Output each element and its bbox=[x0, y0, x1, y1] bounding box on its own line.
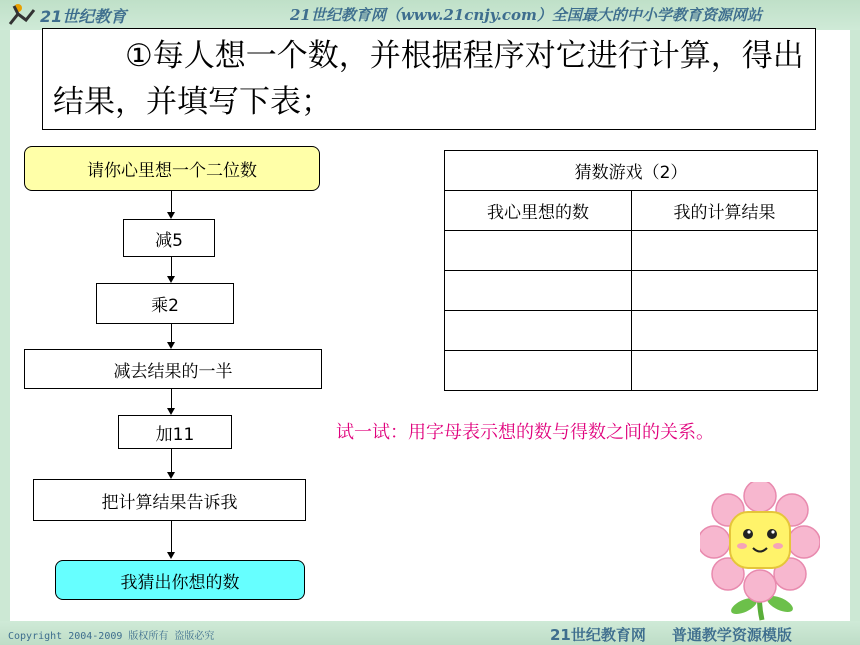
flow-end-box bbox=[55, 560, 305, 600]
try-it-prompt: 试一试：用字母表示想的数与得数之间的关系。 bbox=[336, 422, 714, 443]
table-cell[interactable] bbox=[632, 231, 818, 271]
runner-logo-icon bbox=[6, 2, 176, 28]
table-row bbox=[445, 351, 818, 391]
flow-step-5-label: 把计算结果告诉我 bbox=[101, 492, 238, 513]
table-title-row bbox=[445, 151, 818, 191]
flow-start-label: 请你心里想一个二位数 bbox=[87, 161, 257, 181]
flow-arrow-6 bbox=[171, 521, 172, 553]
flow-step-2-box bbox=[96, 283, 234, 324]
table-cell[interactable] bbox=[445, 271, 632, 311]
flow-step-5-box bbox=[33, 479, 306, 521]
table-row bbox=[445, 231, 818, 271]
flow-arrowhead-4 bbox=[167, 408, 175, 415]
table-cell[interactable] bbox=[632, 271, 818, 311]
flow-arrow-2 bbox=[171, 257, 172, 277]
table-cell[interactable] bbox=[445, 351, 632, 391]
table-cell[interactable] bbox=[445, 311, 632, 351]
flow-arrow-1 bbox=[171, 191, 172, 213]
flow-step-2-label: 乘2 bbox=[151, 296, 179, 316]
table-header-cell: 我心里想的数 bbox=[445, 191, 632, 231]
table-cell[interactable] bbox=[632, 311, 818, 351]
flow-step-1-label: 减5 bbox=[155, 230, 183, 251]
table-cell[interactable] bbox=[445, 231, 632, 271]
logo-text: 21世纪教育 bbox=[40, 7, 127, 26]
flow-arrowhead-3 bbox=[167, 342, 175, 349]
flow-step-3-label: 减去结果的一半 bbox=[113, 361, 233, 382]
table-title: 猜数游戏（2） bbox=[445, 151, 818, 191]
flow-arrow-5 bbox=[171, 449, 172, 473]
flower-mascot-icon bbox=[700, 482, 820, 622]
table-row bbox=[445, 311, 818, 351]
flow-arrowhead-6 bbox=[167, 552, 175, 559]
flow-arrowhead-5 bbox=[167, 472, 175, 479]
flow-step-4-box bbox=[118, 415, 232, 449]
flow-start-box bbox=[24, 146, 320, 191]
flow-arrow-3 bbox=[171, 324, 172, 343]
copyright-text: Copyright 2004-2009 版权所有 盗版必究 bbox=[8, 631, 215, 642]
flow-end-label: 我猜出你想的数 bbox=[120, 572, 240, 593]
flow-step-1-box bbox=[123, 219, 215, 257]
footer-brand bbox=[550, 624, 792, 645]
flow-arrowhead-1 bbox=[167, 212, 175, 219]
table-row bbox=[445, 271, 818, 311]
flow-step-3-box bbox=[24, 349, 322, 389]
flow-arrowhead-2 bbox=[167, 276, 175, 283]
flow-step-4-label: 加11 bbox=[155, 424, 195, 445]
table-cell[interactable] bbox=[632, 351, 818, 391]
title-box bbox=[42, 28, 816, 130]
guess-table bbox=[444, 150, 818, 391]
table-header-cell: 我的计算结果 bbox=[632, 191, 818, 231]
site-header-text: 21世纪教育网（www.21cnjy.com）全国最大的中小学教育资源网站 bbox=[290, 6, 762, 24]
slide-title: ①每人想一个数，并根据程序对它进行计算，得出结果，并填写下表； bbox=[53, 38, 804, 120]
table-header-row bbox=[445, 191, 818, 231]
footer-template-name: 普通教学资源模版 bbox=[671, 626, 792, 644]
footer-brand-name: 21世纪教育网 bbox=[550, 626, 646, 644]
flow-arrow-4 bbox=[171, 389, 172, 409]
